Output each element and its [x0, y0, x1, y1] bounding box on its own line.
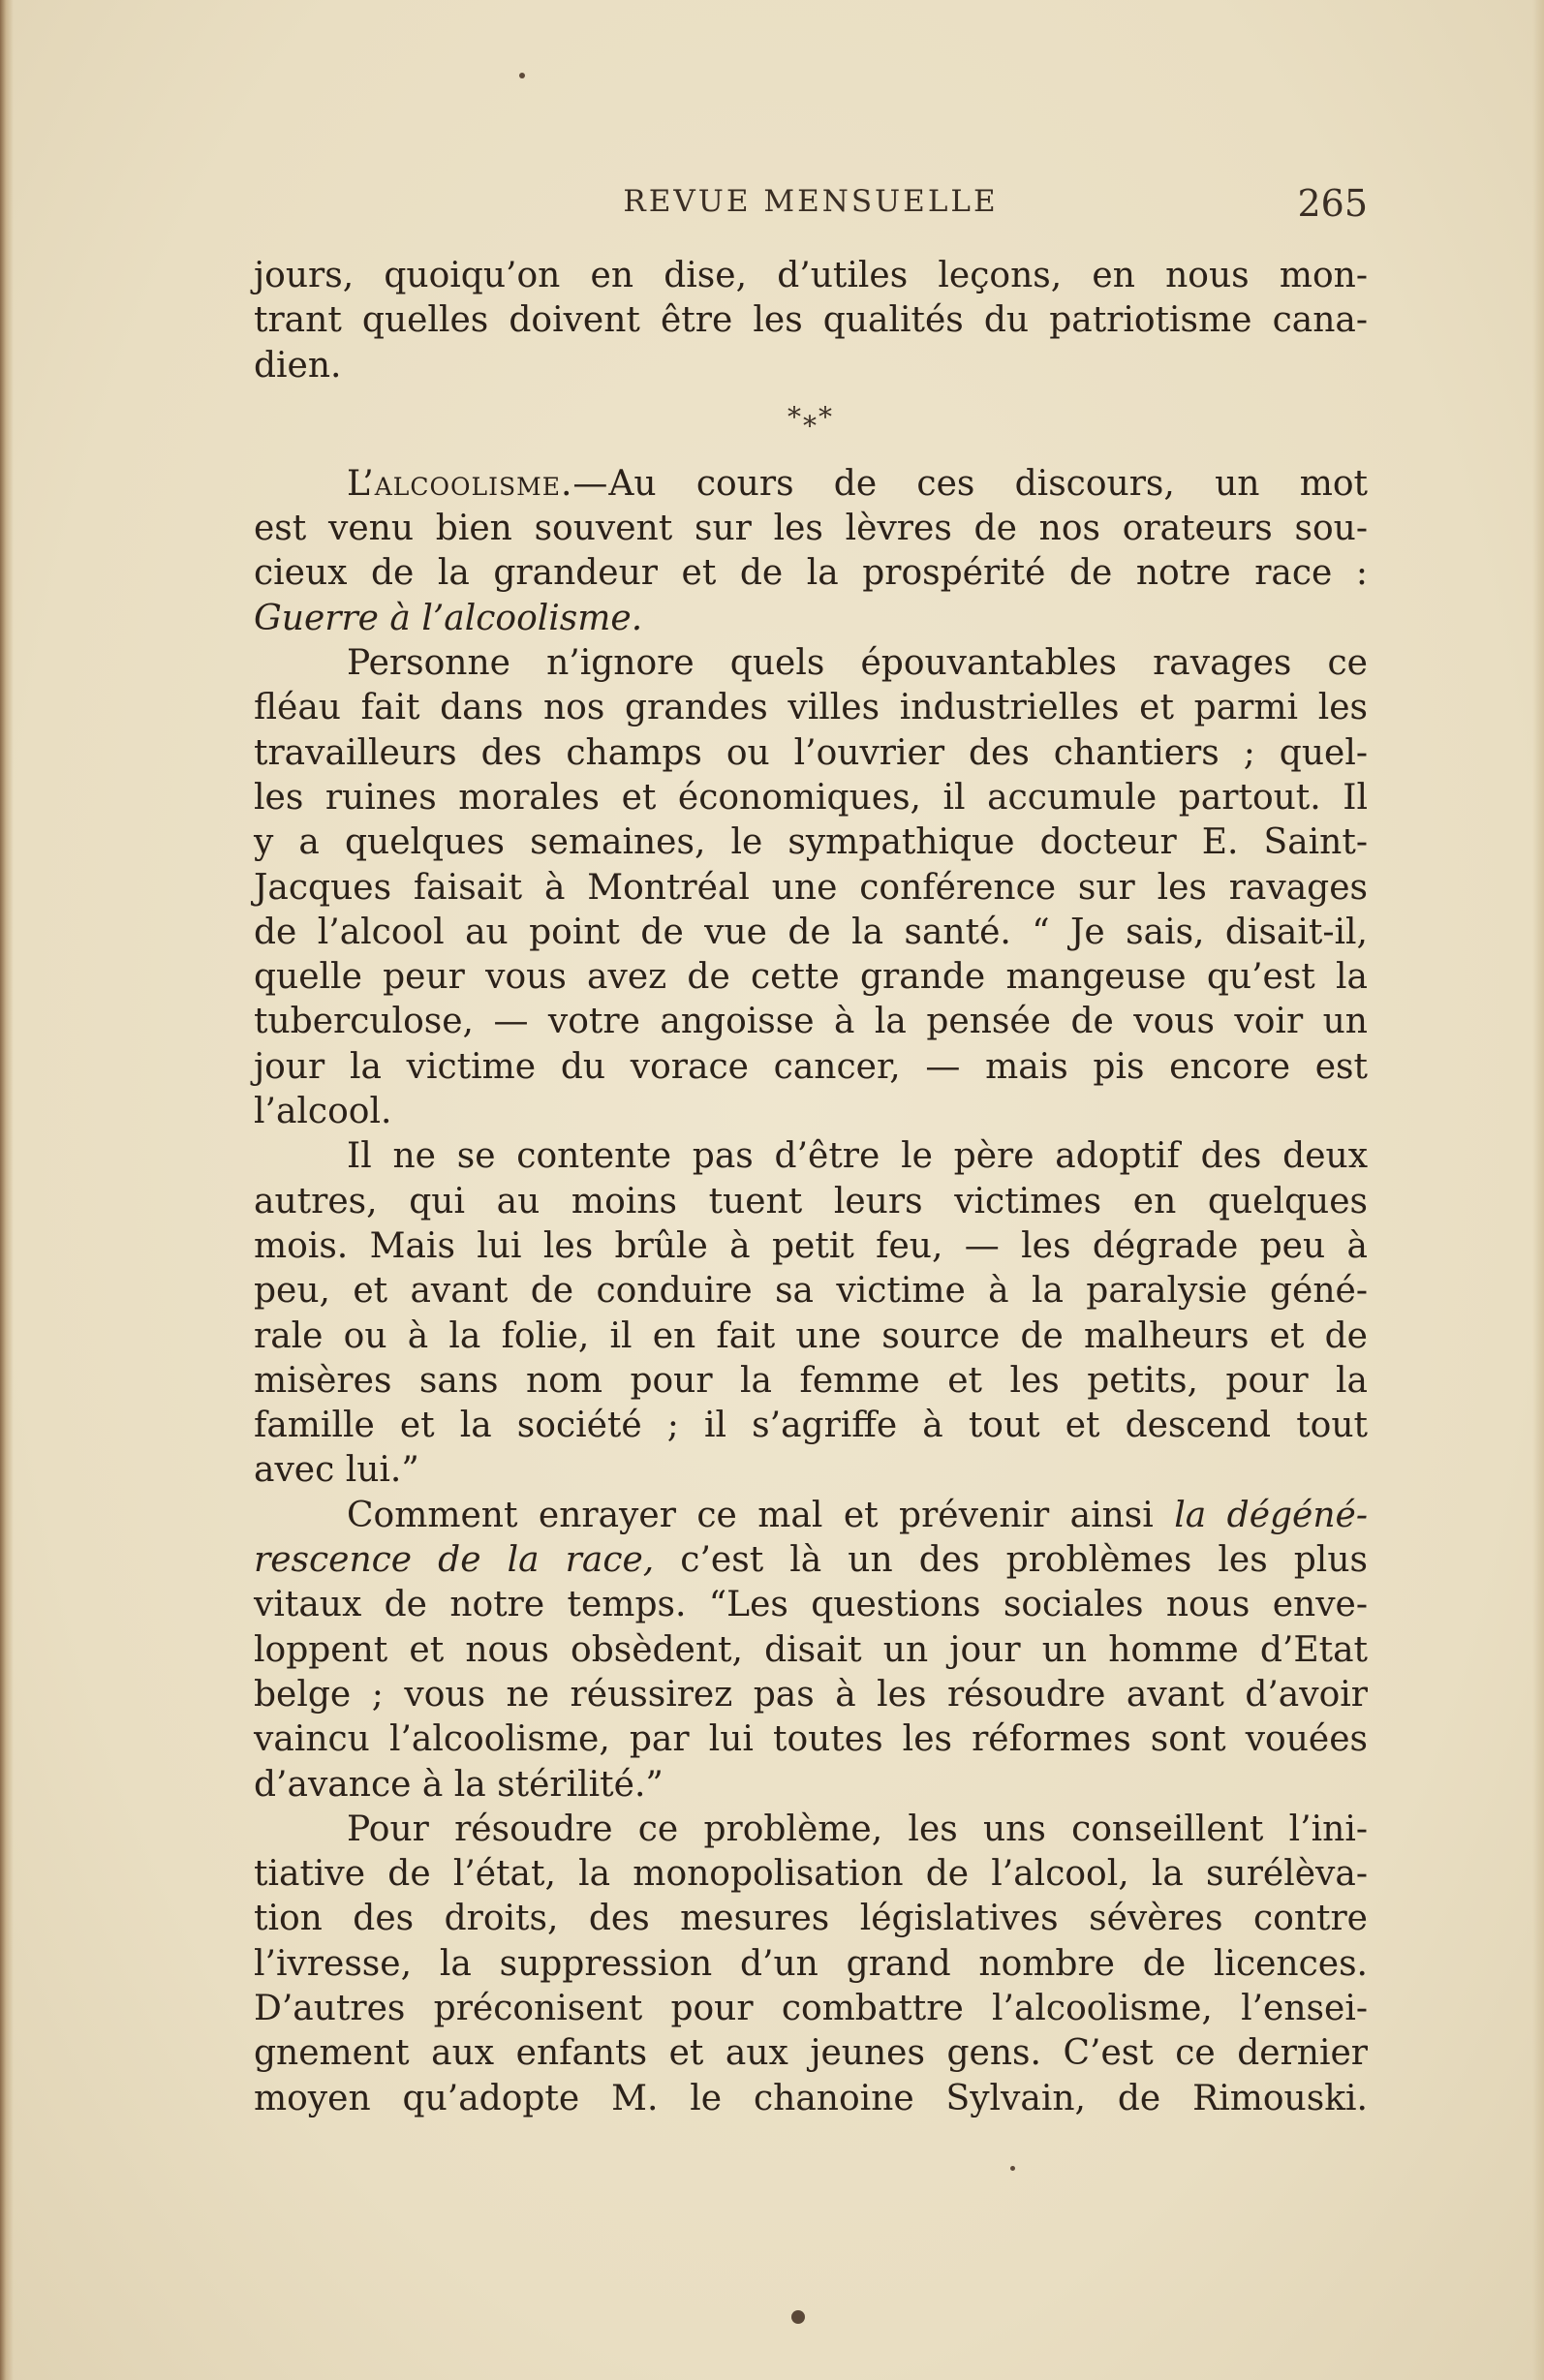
running-header — [254, 182, 1368, 231]
section-heading: L’alcoolisme.— — [347, 463, 609, 504]
text-line: vitaux de notre temps. “Les questions sociales nous enve- — [254, 1585, 1368, 1625]
text-line: y a quelques semaines, le sympathique docteur E. Saint- — [254, 822, 1368, 863]
text-line: Personne n’ignore quels épouvantables ravages ce — [347, 643, 1368, 684]
text-line: rale ou à la folie, il en fait une source de malheurs et de — [254, 1315, 1368, 1356]
ink-blot — [791, 2310, 805, 2324]
text-line: moyen qu’adopte M. le chanoine Sylvain, de Rimouski. — [254, 2078, 1368, 2118]
text-line: travailleurs des champs ou l’ouvrier des chantiers ; quel- — [254, 732, 1368, 773]
text-line — [254, 462, 1368, 507]
text-line: l’ivresse, la suppression d’un grand nombre de licences. — [254, 1943, 1368, 1984]
text-span: c’est là un des problèmes les plus — [654, 1540, 1368, 1581]
italic-span: rescence de la race, — [254, 1540, 655, 1581]
text-line: Pour résoudre ce problème, les uns conseillent l’ini- — [347, 1808, 1368, 1849]
ink-speck — [1010, 2166, 1015, 2171]
text-line: loppent et nous obsèdent, disait un jour un homme d’Etat — [254, 1629, 1368, 1670]
text-line: dien. — [254, 345, 342, 386]
text-line: jour la victime du vorace cancer, — mais pis encore est — [254, 1046, 1368, 1087]
ink-speck — [519, 73, 525, 78]
text-line: quelle peur vous avez de cette grande mangeuse qu’est la — [254, 957, 1368, 998]
text-line: autres, qui au moins tuent leurs victimes en quelques — [254, 1181, 1368, 1221]
text-line: Il ne se contente pas d’être le père adoptif des deux — [347, 1136, 1368, 1177]
text-line: D’autres préconisent pour combattre l’alcoolisme, l’ensei- — [254, 1988, 1368, 2028]
section-separator: *⁎* — [787, 400, 834, 433]
text-line: est venu bien souvent sur les lèvres de nos orateurs sou- — [254, 509, 1368, 549]
text-line: mois. Mais lui les brûle à petit feu, — les dégrade peu à — [254, 1225, 1368, 1266]
text-line — [254, 1538, 1368, 1583]
text-line: les ruines morales et économiques, il accumule partout. Il — [254, 777, 1368, 818]
running-title: REVUE MENSUELLE — [623, 184, 999, 219]
text-line: jours, quoiqu’on en dise, d’utiles leçons, en nous mon- — [254, 256, 1368, 295]
text-line: tion des droits, des mesures législatives sévères contre — [254, 1899, 1368, 1939]
text-span: Comment enrayer ce mal et prévenir ainsi — [347, 1495, 1175, 1535]
text-line: l’alcool. — [254, 1092, 392, 1132]
text-line: d’avance à la stérilité.” — [254, 1764, 664, 1805]
page-number: 265 — [1297, 182, 1368, 225]
text-line: peu, et avant de conduire sa victime à la paralysie géné- — [254, 1271, 1368, 1312]
page-binding-edge — [0, 0, 14, 2380]
text-line: tuberculose, — votre angoisse à la pensée de vous voir un — [254, 1002, 1368, 1042]
text-line: avec lui.” — [254, 1450, 419, 1491]
body-text — [254, 254, 1368, 2121]
text-line — [254, 1494, 1368, 1538]
text-line: vaincu l’alcoolisme, par lui toutes les réformes sont vouées — [254, 1719, 1368, 1760]
page-right-edge — [1532, 0, 1544, 2380]
text-line: misères sans nom pour la femme et les petits, pour la — [254, 1360, 1368, 1401]
text-line: de l’alcool au point de vue de la santé. “ Je sais, disait-il, — [254, 912, 1368, 952]
text-line: fléau fait dans nos grandes villes industrielles et parmi les — [254, 688, 1368, 728]
text-line: famille et la société ; il s’agriffe à tout et descend tout — [254, 1406, 1368, 1446]
text-line: Guerre à l’alcoolisme. — [254, 598, 643, 638]
text-line: belge ; vous ne réussirez pas à les résoudre avant d’avoir — [254, 1674, 1368, 1715]
text-line: trant quelles doivent être les qualités du patriotisme cana- — [254, 300, 1368, 341]
text-line: cieux de la grandeur et de la prospérité de notre race : — [254, 553, 1368, 594]
text-span: Au cours de ces discours, un mot — [608, 463, 1368, 504]
italic-span: la dégéné- — [1174, 1495, 1368, 1535]
text-line: gnement aux enfants et aux jeunes gens. C’est ce dernier — [254, 2033, 1368, 2074]
text-line: tiative de l’état, la monopolisation de l’alcool, la surélèva- — [254, 1854, 1368, 1895]
text-line: Jacques faisait à Montréal une conférence sur les ravages — [254, 867, 1368, 908]
